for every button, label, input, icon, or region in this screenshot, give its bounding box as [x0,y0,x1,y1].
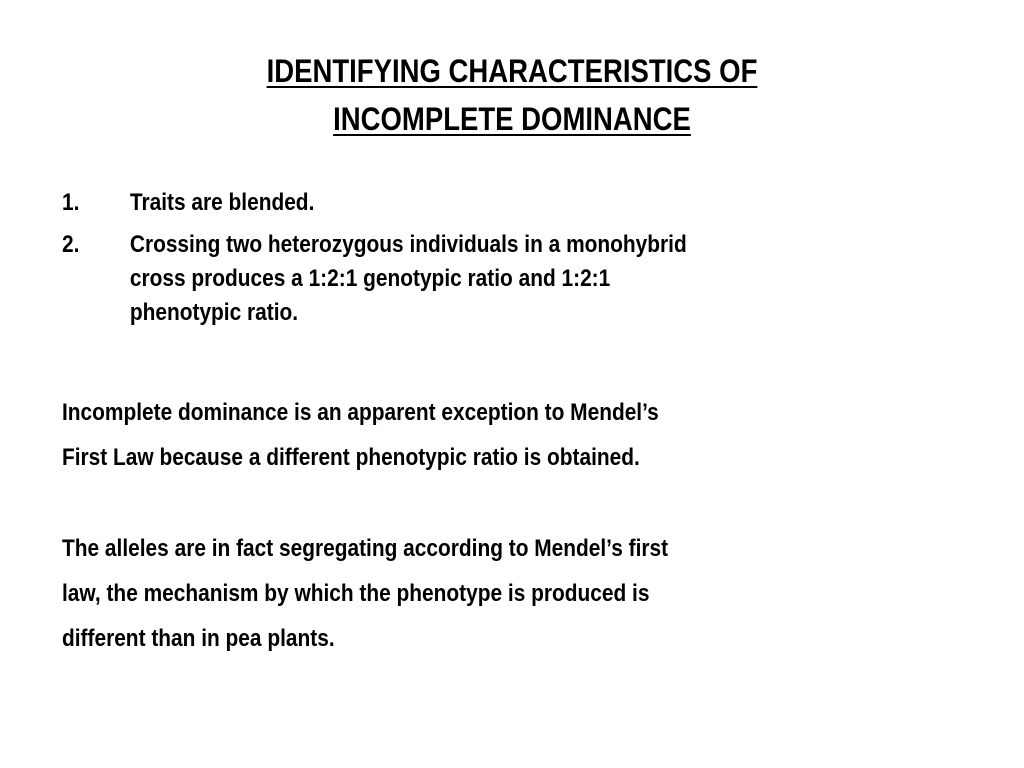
list-item-line: Traits are blended. [129,189,315,216]
paragraph-exception [62,390,845,480]
list-item-text [130,228,845,330]
paragraph-line: Incomplete dominance is an apparent exception to Mendel’s [62,399,659,426]
list-item [62,186,845,220]
slide-title-line: IDENTIFYING CHARACTERISTICS OF [266,53,758,89]
slide-title [168,47,856,143]
slide-title-line: INCOMPLETE DOMINANCE [333,101,691,137]
list-item-line: cross produces a 1:2:1 genotypic ratio and 1:2:1 [129,265,611,292]
list-item-line: phenotypic ratio. [129,299,299,326]
list-item [62,228,845,330]
list-number: 1. [62,189,80,216]
paragraph-line: different than in pea plants. [62,625,335,652]
list-item-text [130,186,845,220]
list-number: 2. [62,231,80,258]
paragraph-line: The alleles are in fact segregating according to Mendel’s first [62,535,669,562]
paragraph-line: First Law because a different phenotypic ratio is obtained. [62,444,640,471]
list-item-line: Crossing two heterozygous individuals in a monohybrid [129,231,687,258]
numbered-list [62,186,845,338]
paragraph-segregation [62,526,845,661]
paragraph-line: law, the mechanism by which the phenotype is produced is [62,580,650,607]
